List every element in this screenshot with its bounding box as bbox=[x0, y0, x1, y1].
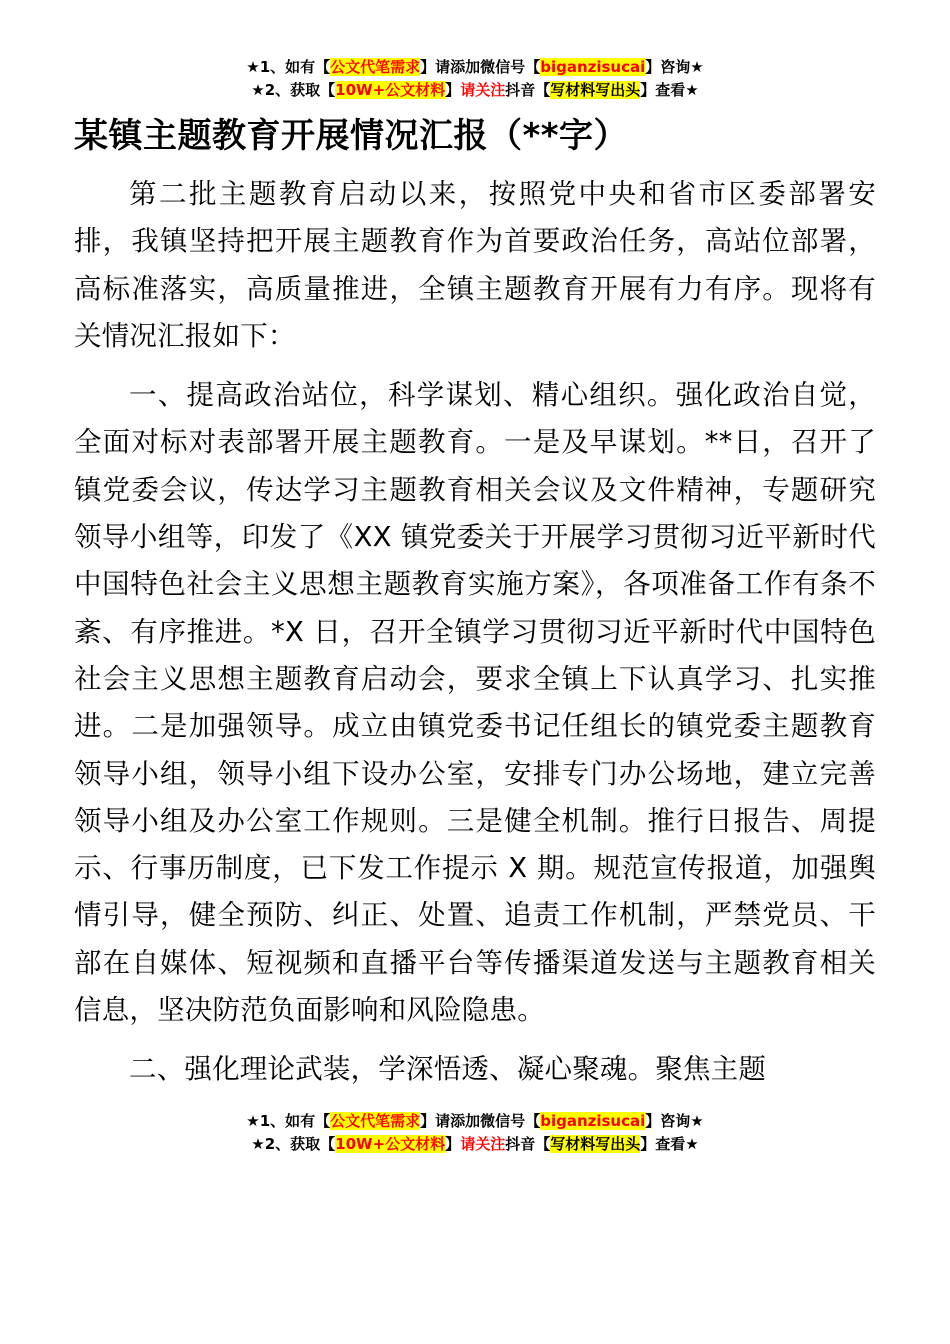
promo-bottom-line2-bracket-open: 【 bbox=[320, 1134, 336, 1153]
promo-line1-highlight-1: 公文代笔需求 bbox=[330, 58, 421, 76]
promo-bottom-line2-bracket-close: 】 bbox=[445, 1134, 461, 1153]
promo-bottom-line2-highlight-1: 10W+公文材料 bbox=[335, 1134, 446, 1153]
promo-bottom-line2-star-left: ★ bbox=[251, 1134, 265, 1153]
promo-line1-bracket2-close: 】 bbox=[645, 58, 661, 76]
promo-line2-seg1: 2、获取 bbox=[264, 81, 321, 100]
promo-banner-top bbox=[74, 56, 876, 103]
promo-bottom-line2-bracket2-open: 【 bbox=[535, 1134, 551, 1153]
document-body bbox=[74, 171, 876, 1094]
promo-line1-bracket2-open: 【 bbox=[525, 58, 541, 76]
promo-line1-seg3: 咨询 bbox=[660, 58, 691, 76]
paragraph-3: 二、强化理论武装，学深悟透、凝心聚魂。聚焦主题 bbox=[129, 1053, 767, 1086]
promo-line2-bracket-open: 【 bbox=[320, 81, 336, 100]
promo-bottom-line1-seg3: 咨询 bbox=[660, 1111, 691, 1130]
paragraph-spacer-2 bbox=[74, 1036, 876, 1046]
promo-bottom-line-2 bbox=[74, 1133, 876, 1156]
promo-line2-highlight-2: 写材料写出头 bbox=[550, 81, 641, 100]
promo-bottom-star-right: ★ bbox=[690, 1111, 704, 1130]
promo-bottom-line1-bracket2-open: 【 bbox=[525, 1111, 541, 1130]
paragraph-1: 第二批主题教育启动以来，按照党中央和省市区委部署安排，我镇坚持把开展主题教育作为首要政治任务，高站位部署，高标准落实，高质量推进，全镇主题教育开展有力有序。现将有关情况汇报如下： bbox=[74, 178, 876, 352]
promo-line-1 bbox=[74, 56, 876, 79]
promo-bottom-line2-seg1: 2、获取 bbox=[264, 1134, 321, 1153]
promo-bottom-star-left: ★ bbox=[246, 1111, 260, 1130]
promo-line2-seg2: 抖音 bbox=[505, 81, 536, 100]
promo-bottom-line2-seg2-red: 请关注 bbox=[460, 1134, 506, 1153]
promo-bottom-line2-bracket2-close: 】 bbox=[640, 1134, 656, 1153]
promo-bottom-line1-bracket-open: 【 bbox=[315, 1111, 331, 1130]
promo-bottom-line2-highlight-2: 写材料写出头 bbox=[550, 1134, 641, 1153]
promo-star-left: ★ bbox=[246, 58, 260, 76]
promo-line2-bracket-close: 】 bbox=[445, 81, 461, 100]
promo-bottom-line1-bracket2-close: 】 bbox=[645, 1111, 661, 1130]
promo-line2-bracket2-open: 【 bbox=[535, 81, 551, 100]
promo-line2-star-right: ★ bbox=[685, 81, 699, 100]
promo-bottom-line2-seg2: 抖音 bbox=[505, 1134, 536, 1153]
promo-line1-bracket-open: 【 bbox=[315, 58, 331, 76]
promo-line2-star-left: ★ bbox=[251, 81, 265, 100]
paragraph-spacer-1 bbox=[74, 362, 876, 372]
promo-line2-bracket2-close: 】 bbox=[640, 81, 656, 100]
promo-star-right: ★ bbox=[690, 58, 704, 76]
promo-line2-seg2-red: 请关注 bbox=[460, 81, 506, 100]
promo-bottom-line2-star-right: ★ bbox=[685, 1134, 699, 1153]
promo-line1-bracket-close: 】 bbox=[420, 58, 436, 76]
page-title: 某镇主题教育开展情况汇报（**字） bbox=[74, 115, 629, 156]
promo-line-2 bbox=[74, 79, 876, 102]
promo-line2-highlight-1: 10W+公文材料 bbox=[335, 81, 446, 100]
promo-bottom-line1-bracket-close: 】 bbox=[420, 1111, 436, 1130]
promo-bottom-line-1 bbox=[74, 1110, 876, 1133]
promo-line1-highlight-2: biganzisucai bbox=[540, 58, 646, 76]
promo-bottom-line1-highlight-1: 公文代笔需求 bbox=[330, 1111, 421, 1130]
promo-line2-seg3: 查看 bbox=[655, 81, 686, 100]
promo-bottom-line1-highlight-2: biganzisucai bbox=[540, 1111, 646, 1130]
promo-bottom-line1-seg1: 1、如有 bbox=[259, 1111, 316, 1130]
promo-line1-seg2: 请添加微信号 bbox=[435, 58, 526, 76]
paragraph-2: 一、提高政治站位，科学谋划、精心组织。强化政治自觉，全面对标对表部署开展主题教育。一是及早谋划。**日，召开了镇党委会议，传达学习主题教育相关会议及文件精神，专题研究领导小组等，印发了《XX 镇党委关于开展学习贯彻习近平新时代中国特色社会主义思想主题教育实施方案》，各项准备工作有条不紊、有序推进。*X 日，召开全镇学习贯彻习近平新时代中国特色社会主义思想主题教育启动会，要求全镇上下认真学习、扎实推进。二是加强领导。成立由镇党委书记任组长的镇党委主题教育领导小组，领导小组下设办公室，安排专门办公场地，建立完善领导小组及办公室工作规则。三是健全机制。推行日报告、周提示、行事历制度，已下发工作提示 X 期。规范宣传报道，加强舆情引导，健全预防、纠正、处置、追责工作机制，严禁党员、干部在自媒体、短视频和直播平台等传播渠道发送与主题教育相关信息，坚决防范负面影响和风险隐患。 bbox=[74, 379, 876, 1027]
promo-bottom-line1-seg2: 请添加微信号 bbox=[435, 1111, 526, 1130]
promo-banner-bottom bbox=[74, 1110, 876, 1157]
promo-bottom-line2-seg3: 查看 bbox=[655, 1134, 686, 1153]
promo-line1-seg1: 1、如有 bbox=[259, 58, 316, 76]
